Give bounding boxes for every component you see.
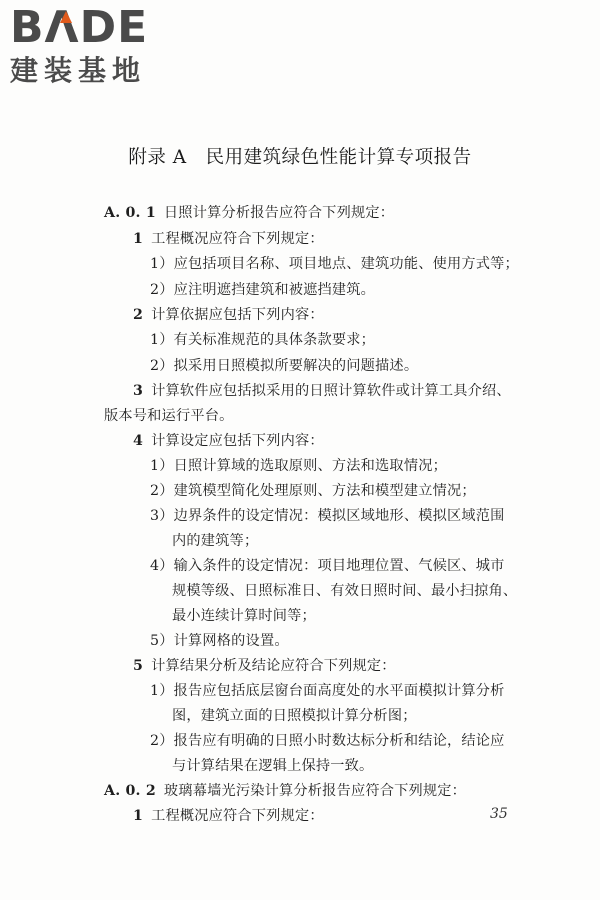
clause-line: 5 计算结果分析及结论应符合下列规定：: [133, 658, 396, 674]
clause-line: 1）报告应包括底层窗台面高度处的水平面模拟计算分析: [150, 683, 505, 699]
clause-line: 2）报告应有明确的日照小时数达标分析和结论，结论应: [150, 733, 505, 749]
clause-line: 1 工程概况应符合下列规定：: [133, 808, 324, 824]
clause-line: 3 计算软件应包括拟采用的日照计算软件或计算工具介绍、: [133, 383, 511, 399]
clause-line: 1）日照计算域的选取原则、方法和选取情况；: [150, 458, 447, 474]
logo-subtitle: 建装基地: [10, 54, 147, 87]
clause-line: 4）输入条件的设定情况：项目地理位置、气候区、城市: [150, 558, 505, 574]
clause-line: 版本号和运行平台。: [104, 408, 234, 424]
logo-accent-triangle-icon: [60, 11, 72, 23]
logo-wordmark: [10, 4, 180, 52]
clause-line: 1）应包括项目名称、项目地点、建筑功能、使用方式等；: [150, 256, 519, 272]
clause-line: A. 0. 1 日照计算分析报告应符合下列规定：: [104, 205, 395, 221]
clause-line: 与计算结果在逻辑上保持一致。: [172, 758, 374, 774]
logo-letters-de: DE: [79, 2, 149, 53]
clause-line: 3）边界条件的设定情况：模拟区域地形、模拟区域范围: [150, 508, 505, 524]
clause-line: 1）有关标准规范的具体条款要求；: [150, 332, 376, 348]
clause-line: A. 0. 2 玻璃幕墙光污染计算分析报告应符合下列规定：: [104, 783, 467, 799]
clause-line: 内的建筑等；: [172, 533, 259, 549]
logo-letter-b: B: [10, 2, 45, 53]
clause-line: 5）计算网格的设置。: [150, 633, 289, 649]
clause-line: 最小连续计算时间等；: [172, 608, 316, 624]
page-title: 附录 A 民用建筑绿色性能计算专项报告: [128, 147, 472, 168]
logo-letter-a: Λ: [44, 2, 80, 53]
page-number: 35: [490, 806, 508, 822]
clause-line: 4 计算设定应包括下列内容：: [133, 433, 324, 449]
clause-line: 规模等级、日照标准日、有效日照时间、最小扫掠角、: [172, 583, 518, 599]
clause-line: 2）拟采用日照模拟所要解决的问题描述。: [150, 358, 419, 374]
clause-line: 1 工程概况应符合下列规定：: [133, 231, 324, 247]
clause-line: 2）建筑模型简化处理原则、方法和模型建立情况；: [150, 483, 476, 499]
bade-logo: [10, 4, 180, 90]
clause-line: 2）应注明遮挡建筑和被遮挡建筑。: [150, 282, 376, 298]
clause-line: 图，建筑立面的日照模拟计算分析图；: [172, 708, 417, 724]
clause-line: 2 计算依据应包括下列内容：: [133, 307, 324, 323]
